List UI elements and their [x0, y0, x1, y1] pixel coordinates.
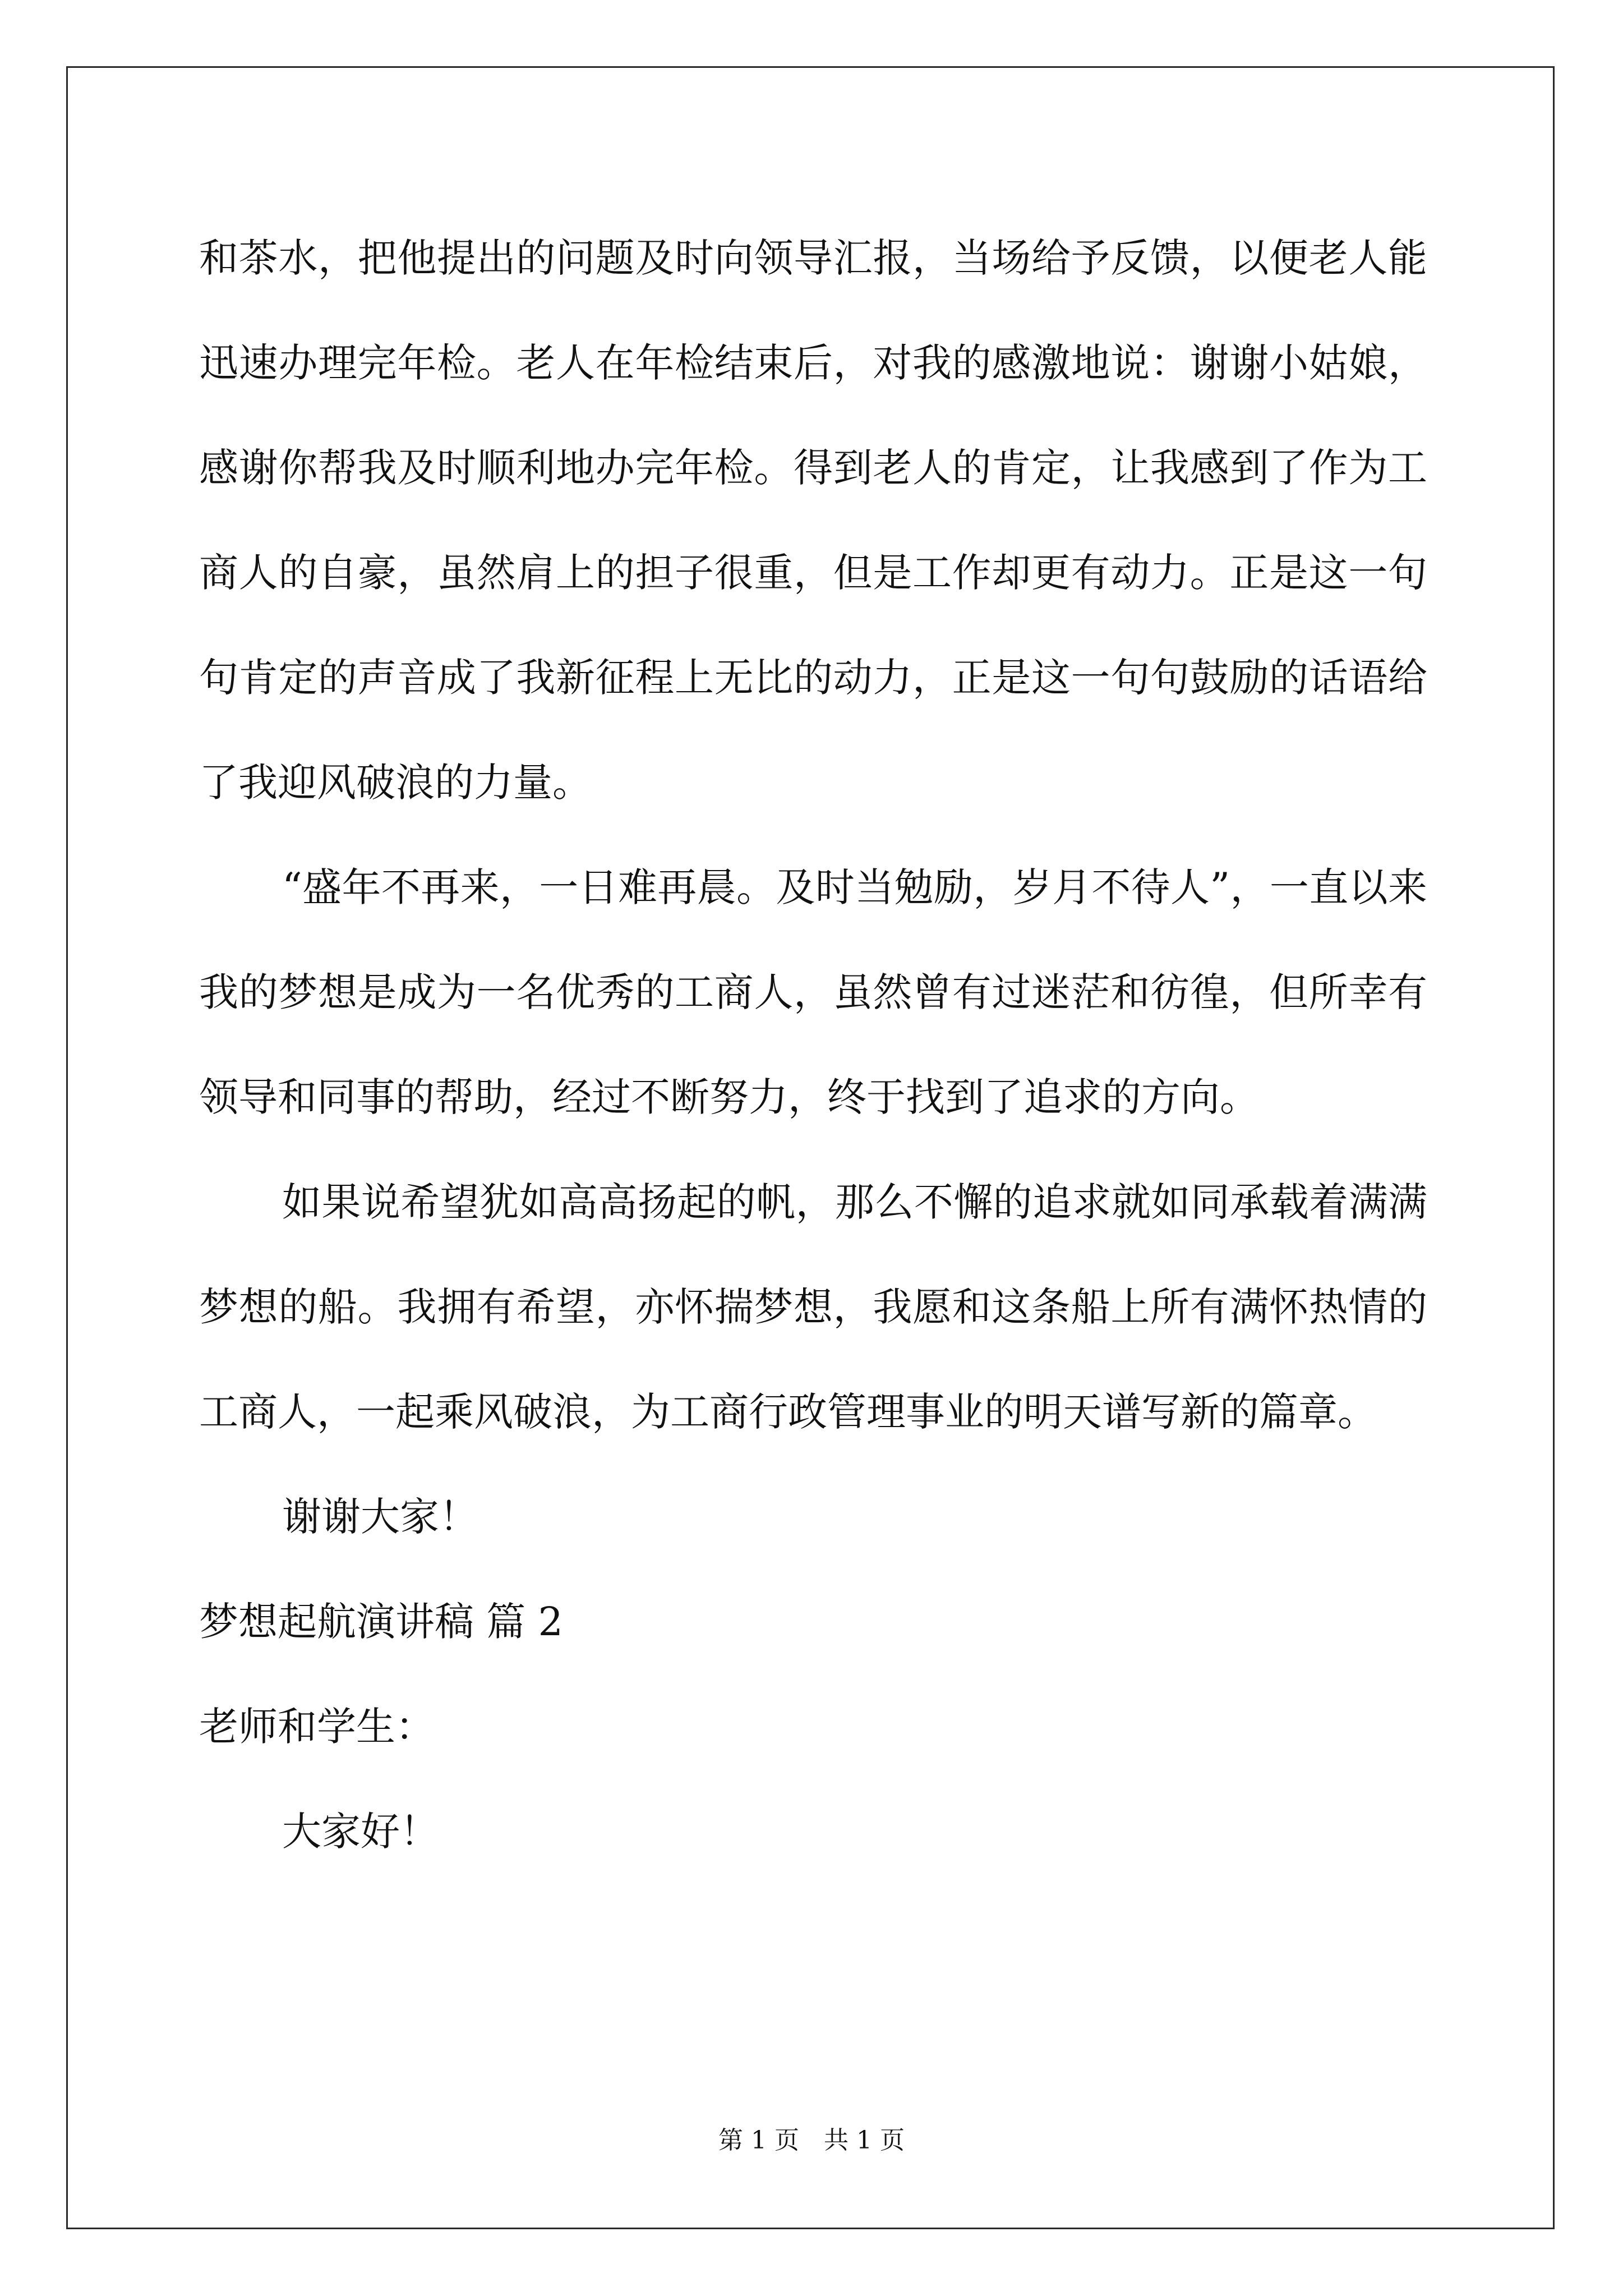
page-footer: 第 1 页 共 1 页 — [718, 2126, 905, 2155]
document-body — [199, 206, 1427, 1884]
paragraph-1: 和茶水，把他提出的问题及时向领导汇报，当场给予反馈，以便老人能迅速办理完年检。老人在年检结束后，对我的感激地说：谢谢小姑娘，感谢你帮我及时顺利地办完年检。得到老人的肯定，让我感到了作为工商人的自豪，虽然肩上的担子很重，但是工作却更有动力。正是这一句句肯定的声音成了我新征程上无比的动力，正是这一句句鼓励的话语给了我迎风破浪的力量。 — [199, 235, 1427, 806]
paragraph-3: 如果说希望犹如高高扬起的帆，那么不懈的追求就如同承载着满满梦想的船。我拥有希望，亦怀揣梦想，我愿和这条船上所有满怀热情的工商人，一起乘风破浪，为工商行政管理事业的明天谱写新的篇章。 — [199, 1179, 1427, 1435]
paragraph-2: “盛年不再来，一日难再晨。及时当勉励，岁月不待人”，一直以来我的梦想是成为一名优秀的工商人，虽然曾有过迷茫和彷徨，但所幸有领导和同事的帮助，经过不断努力，终于找到了追求的方向。 — [199, 864, 1427, 1120]
greeting: 大家好！ — [282, 1809, 439, 1855]
salutation: 老师和学生： — [199, 1704, 435, 1750]
thanks-line: 谢谢大家！ — [282, 1494, 478, 1540]
section-title: 梦想起航演讲稿 篇 2 — [199, 1599, 564, 1645]
